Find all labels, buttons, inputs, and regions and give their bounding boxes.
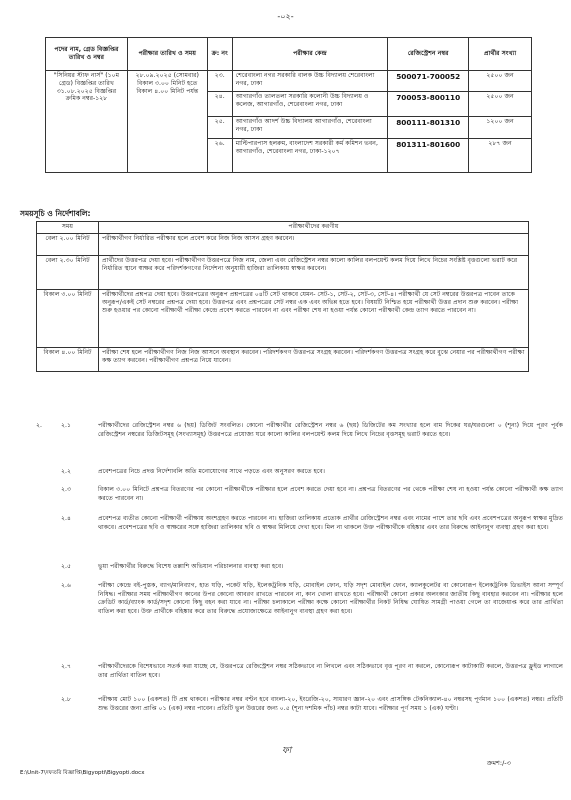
schedule-time: বিকাল ৪.০০ মিনিট [37, 348, 99, 372]
row-registration: 801311-801600 [388, 139, 469, 173]
schedule-header-task: পরীক্ষার্থীদের করণীয় [99, 222, 529, 234]
instruction-number: ২.১ [61, 422, 72, 429]
schedule-header-time: সময় [37, 222, 99, 234]
exam-centre-table [45, 37, 532, 173]
row-count: ১২০০ জন [469, 117, 532, 139]
schedule-time: বিকাল ৩.০০ মিনিট [37, 290, 99, 348]
section-title: সময়সূচি ও নির্দেশাবলি: [20, 209, 91, 218]
instruction-text: ভুয়া পরীক্ষার্থীর বিরুদ্ধে বিশেষ তল্লাশি অভিযান পরিচালনার ব্যবস্থা করা হবে। [98, 563, 284, 570]
row-centre: মাল্টিপারপাস হলরুম, বাংলাদেশ সরকারী কর্ম কমিশন ভবন, আগারগাঁও, শেরেবাংলা নগর, ঢাকা-১২০৭ [232, 139, 388, 173]
continued-note: ক্রমশ:/-৩ [487, 759, 511, 767]
instruction-text: প্রবেশপত্রের নিচে প্রদত্ত নির্দেশাবলি অতি মনোযোগের সাথে পড়তে এবং অনুসরণ করতে হবে। [98, 468, 325, 475]
instruction-number: ২.৩ [61, 486, 72, 493]
instruction-number: ২.২ [61, 468, 72, 475]
instruction-section-number: ২. [36, 422, 42, 429]
row-count: ২৮৭ জন [469, 139, 532, 173]
post-info: "সিনিয়র স্টাফ নার্স" (১০ম গ্রেড) বিজ্ঞপ্তির তারিখ ৩১.০৮.২০২৫ বিজ্ঞপ্তির ক্রমিক নম্বর-১২৮ [46, 71, 128, 173]
schedule-table [36, 221, 529, 372]
instruction-text: বিকাল ৩.০০ মিনিটে প্রশ্নপত্র বিতরণের পর কোনো পরীক্ষার্থীকে পরীক্ষার হলে প্রবেশ করতে দেয়া হবে না। প্রশ্নপত্র বিতরণের পর থেকে পরীক্ষা শেষ না হওয়া পর্যন্ত কোনো পরীক্ষার্থী কক্ষ ত্যাগ করতে পারবেন না। [98, 486, 563, 502]
instruction-number: ২.৮ [61, 696, 72, 703]
row-registration: 500071-700052 [388, 71, 469, 92]
instruction-text: প্রবেশপত্র ব্যতীত কোনো পরীক্ষার্থী পরীক্ষায় অংশগ্রহণ করতে পারবেন না। হাজিরা তালিকায় প্রত্যেক প্রার্থীর রেজিস্ট্রেশন নম্বর এবং নামের পাশে তার ছবি এবং প্রবেশপত্রের অনুরূপ স্বাক্ষর মুদ্রিত থাকবে। প্রবেশপত্রের ছবি ও স্বাক্ষরের সঙ্গে হাজিরা তালিকার ছবি ও স্বাক্ষর মিলিয়ে দেখা হবে। মিল না থাকলে উক্ত পরীক্ষার্থীকে বহিষ্কার এবং তার বিরুদ্ধে আইনানুগ ব্যবস্থা গ্রহণ করা হবে। [98, 515, 563, 531]
instruction-number: ২.৫ [61, 563, 72, 570]
schedule-time: বেলা ২.৩০ মিনিট [37, 256, 99, 290]
schedule-task: পরীক্ষা শেষ হলে পরীক্ষার্থীগণ নিজ নিজ আসনে অবস্থান করবেন। পরিদর্শকগণ উত্তরপত্র সংগ্রহ করবেন। পরিদর্শকগণ উত্তরপত্র সংগ্রহ করে বুঝে নেয়ার পর পরীক্ষার্থীগণ পরীক্ষা কক্ষ ত্যাগ করবেন। পরীক্ষার্থীগণ প্রশ্নপত্র নিয়ে যাবেন। [99, 348, 529, 372]
header-serial: ক্র: নং [207, 38, 232, 71]
row-centre: আগারগাঁও তালতলা সরকারি কলোনী উচ্চ বিদ্যালয় ও কলেজ, আগারগাঁও, শেরেবাংলা নগর, ঢাকা [232, 92, 388, 117]
row-serial: ২৩. [207, 71, 232, 92]
exam-date-time: ২৮.০৯.২০২৫ (সোমবার) বিকাল ৩.০০ মিনিট হতে বিকাল ৪.০০ মিনিট পর্যন্ত [127, 71, 207, 173]
schedule-task: পরীক্ষার্থীদের প্রশ্নপত্র দেয়া হবে। উত্তরপত্রের অনুরূপ প্রশ্নপত্রের ০৪টি সেট থাকবে যেমন- সেট-১, সেট-২, সেট-৩, সেট-৪। পরীক্ষার্থী যে সেট নম্বরের উত্তরপত্র পাবেন তাকে অনুরূপ/একই সেট নম্বরের প্রশ্নপত্র দেয়া হবে। উত্তরপত্র এবং প্রশ্নপত্রের সেট নম্বর এক এবং অভিন্ন হতে হবে। বিষয়টি নিশ্চিত হয়ে পরীক্ষার্থী উত্তর প্রদান শুরু করবেন। পরীক্ষা শুরু হওয়ার পর কোনো পরীক্ষার্থী পরীক্ষা কেন্দ্রে প্রবেশ করতে পারবেন না এবং পরীক্ষা শেষ না হওয়া পর্যন্ত কোনো পরীক্ষার্থী কেন্দ্র ত্যাগ করতে পারবেন না। [99, 290, 529, 348]
instruction-text: পরীক্ষায় মোট ১০০ (একশত) টি প্রশ্ন থাকবে। পরীক্ষার নম্বর বণ্টন হবে বাংলা-২০, ইংরেজি-২০, সাধারণ জ্ঞান-২০ এবং প্রাসঙ্গিক টেকনিক্যাল-৪০ নম্বরসহ পূর্ণমান ১০০ (একশত) নম্বর। প্রতিটি শুদ্ধ উত্তরের জন্য প্রাপ্তি ০১ (এক) নম্বর পাবেন। প্রতিটি ভুল উত্তরের জন্য ০.৫ (শূন্য দশমিক পাঁচ) নম্বর কাটা যাবে। পরীক্ষার পূর্ণ সময় ১ (এক) ঘণ্টা। [98, 696, 563, 712]
header-candidate-count: প্রার্থীর সংখ্যা [469, 38, 532, 71]
instruction-number: ২.৭ [61, 663, 72, 670]
instruction-text: পরীক্ষার্থীদের রেজিস্ট্রেশন নম্বর ৬ (ছয়) ডিজিট সংবলিত। কোনো পরীক্ষার্থীর রেজিস্ট্রেশন নম্বর ৬ (ছয়) ডিজিটের কম সংখ্যার হলে বাম দিকের ঘর/ঘরগুলো ০ (শূন্য) দিয়ে পূরণ পূর্বক রেজিস্ট্রেশন নম্বরের ডিজিটসমূহ (সংখ্যাসমূহ) উত্তরপত্রে প্রযোজ্য ঘরে কালো কালির বলপয়েন্ট কলম দিয়ে লিখে নিচের বৃত্তসমূহ ভরাট করতে হবে। [98, 422, 563, 438]
schedule-time: বেলা ২.০০ মিনিট [37, 234, 99, 256]
row-registration: 700053-800110 [388, 92, 469, 117]
row-serial: ২৫. [207, 117, 232, 139]
header-date-time: পরীক্ষার তারিখ ও সময় [127, 38, 207, 71]
instruction-text: পরীক্ষার্থীদেরকে বিশেষভাবে সতর্ক করা যাচ্ছে যে, উত্তরপত্রে রেজিস্ট্রেশন নম্বর সঠিকভাবে না লিখলে এবং সঠিকভাবে বৃত্ত পূরণ না করলে, কোনোরূপ কাটাকাটি করলে, উত্তরপত্র ফ্লুইড লাগালে তার প্রার্থিতা বাতিল হবে। [98, 663, 563, 679]
footer-file-path: E:\Unit-7\দফতরি বিজ্ঞাপ্তি\Bigyopti\Bigyopti.docx [20, 770, 145, 776]
schedule-task: প্রার্থীদের উত্তরপত্র দেয়া হবে। পরীক্ষার্থীগণ উত্তরপত্রে নিজ নাম, জেলা এবং রেজিস্ট্রেশন নম্বর কালো কালির বলপয়েন্ট কলম দিয়ে লিখে নিচের সংশ্লিষ্ট বৃত্তগুলো ভরাট করে নির্ধারিত স্থানে স্বাক্ষর করে পরিদর্শকগণের নির্দেশনা অনুযায়ী হাজিরা তালিকায় স্বাক্ষর করবেন। [99, 256, 529, 290]
page-number: -০২- [277, 12, 294, 21]
row-count: ২৫০০ জন [469, 71, 532, 92]
schedule-task: পরীক্ষার্থীগণ নির্ধারিত পরীক্ষার হলে প্রবেশ করে নিজ নিজ আসন গ্রহণ করবেন। [99, 234, 529, 256]
header-post: পদের নাম, গ্রেড বিজ্ঞপ্তির তারিখ ও নম্বর [46, 38, 128, 71]
row-centre: আগারগাঁও আদর্শ উচ্চ বিদ্যালয় আগারগাঁও, শেরেবাংলা নগর, ঢাকা [232, 117, 388, 139]
row-registration: 800111-801310 [388, 117, 469, 139]
header-registration: রেজিস্ট্রেশন নম্বর [388, 38, 469, 71]
instruction-text: পরীক্ষা কেন্দ্রে বই-পুস্তক, ব্যাগ/মানিব্যাগ, হাত ঘড়ি, পকেট ঘড়ি, ইলেকট্রনিক ঘড়ি, মোবাইল ফোন, ঘড়ি সদৃশ মোবাইল ফোন, ক্যালকুলেটর বা কোনোরূপ ইলেকট্রনিক ডিভাইস আনা সম্পূর্ণ নিষিদ্ধ। পরীক্ষার সময় পরীক্ষার্থীগণ কানের উপর কোনো আবরণ রাখতে পারবেন না, কান খোলা রাখতে হবে। পরীক্ষার্থী কোনো প্রকার অলংকার জাতীয় কিছু ব্যবহার করবেন না। পরীক্ষার হলে ক্রেডিট কার্ড/ব্যাংক কার্ড/সদৃশ কোনো কিছু বহন করা যাবে না। পরীক্ষা চলাকালে পরীক্ষা কক্ষে কোনো পরীক্ষার্থীর নিকট নিষিদ্ধ ঘোষিত সামগ্রী পাওয়া গেলে তা বাজেয়াপ্ত করে তার প্রার্থিতা বাতিল করা হবে। উক্ত প্রার্থীকে বহিষ্কার করে তার বিরুদ্ধে প্রযোজ্যক্ষেত্রে আইনানুগ ব্যবস্থা গ্রহণ করা হবে। [98, 582, 563, 615]
row-serial: ২৬. [207, 139, 232, 173]
signature: ফা [282, 746, 292, 756]
instruction-number: ২.৪ [61, 515, 72, 522]
row-count: ২৫০০ জন [469, 92, 532, 117]
row-centre: শেরেবাংলা নগর সরকারি বালক উচ্চ বিদ্যালয় শেরেবাংলা নগর, ঢাকা [232, 71, 388, 92]
row-serial: ২৪. [207, 92, 232, 117]
instruction-number: ২.৬ [61, 582, 72, 589]
header-centre: পরীক্ষার কেন্দ্র [232, 38, 388, 71]
